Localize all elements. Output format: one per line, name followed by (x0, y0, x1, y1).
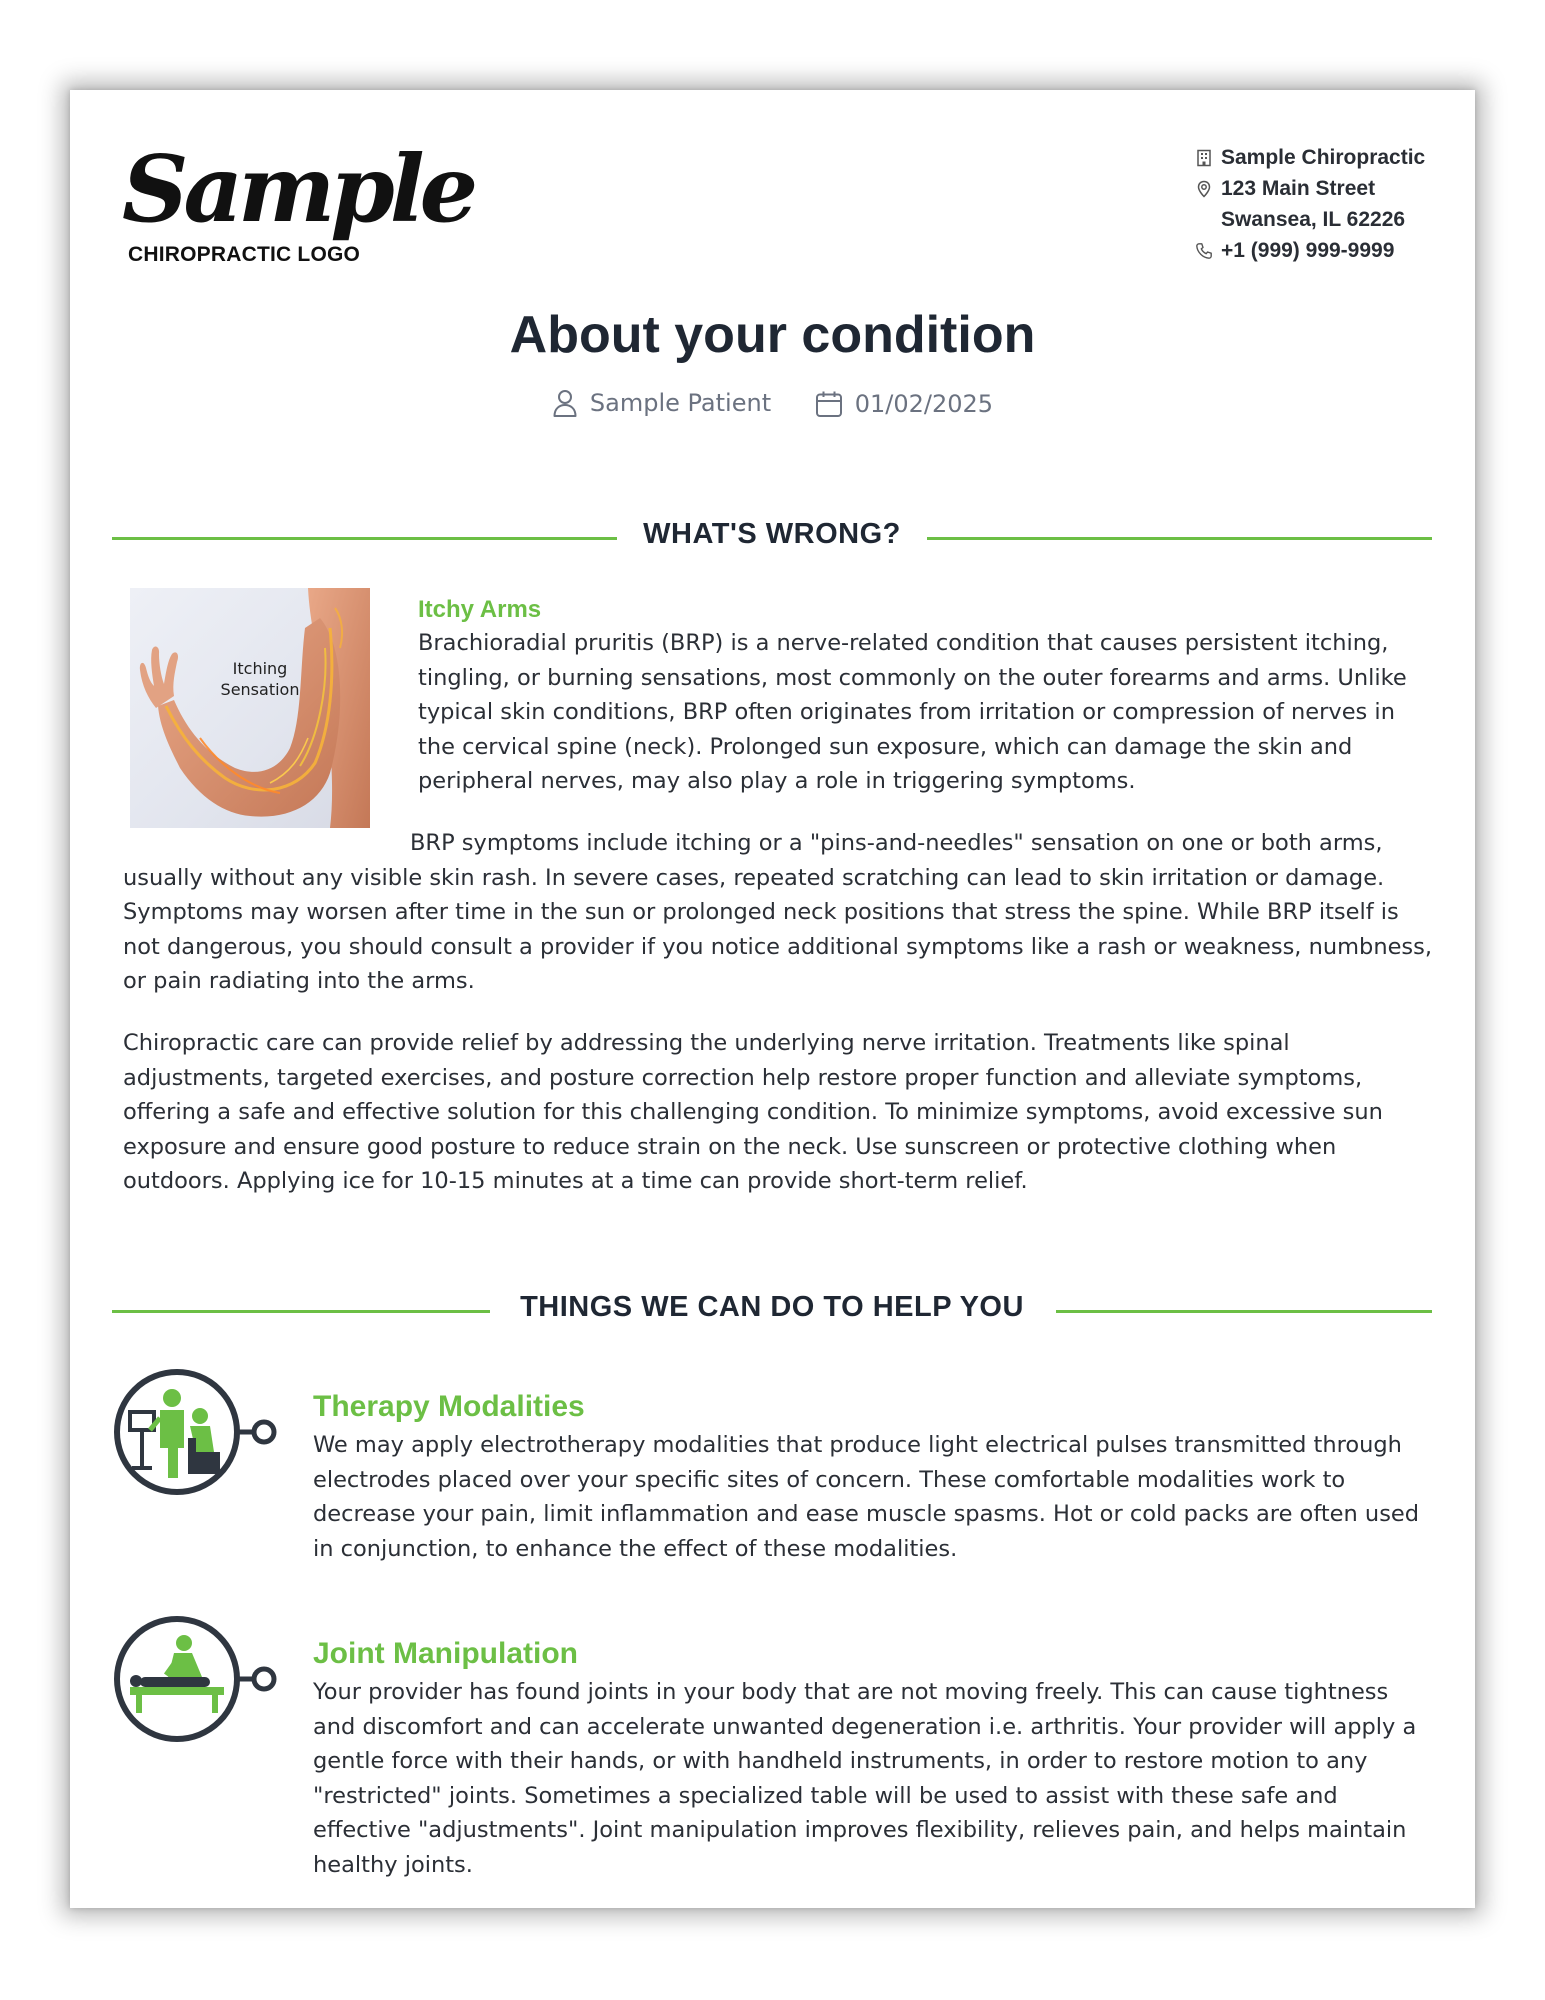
section-heading: WHAT'S WRONG? (623, 518, 921, 550)
section-whats-wrong-header (112, 518, 1432, 558)
patient-meta (70, 388, 1475, 424)
arm-illustration (130, 588, 370, 828)
service-title: Therapy Modalities (313, 1390, 585, 1423)
visit-date: 01/02/2025 (854, 390, 994, 418)
page-title: About your condition (509, 306, 1036, 364)
image-label: Itching Sensation (220, 659, 300, 699)
contact-block (1195, 142, 1425, 266)
clinic-logo (122, 135, 474, 275)
contact-address-row (1195, 173, 1425, 204)
clinic-street: 123 Main Street (1221, 177, 1376, 200)
section-heading: THINGS WE CAN DO TO HELP YOU (500, 1291, 1044, 1323)
logo-subtitle: CHIROPRACTIC LOGO (128, 243, 361, 266)
joint-manipulation-icon (112, 1615, 280, 1745)
date-info (815, 390, 993, 418)
building-icon (1195, 149, 1213, 167)
condition-paragraph-1: Brachioradial pruritis (BRP) is a nerve-related condition that causes persistent itching, tingling, or burning sensations, most commonly on the outer forearms and arms. Unlike typical skin conditions, BRP often originates from irritation or compression of nerves in the cervical spine (neck). Prolonged sun exposure, which can damage the skin and peripheral nerves, may also play a role in triggering symptoms. (418, 630, 1407, 794)
clinic-phone: +1 (999) 999-9999 (1221, 239, 1395, 262)
clinic-city: Swansea, IL 62226 (1221, 208, 1406, 231)
patient-info (552, 388, 771, 418)
document-page (70, 90, 1475, 1908)
contact-phone-row (1195, 235, 1425, 266)
calendar-icon (815, 390, 843, 418)
service-description: We may apply electrotherapy modalities that produce light electrical pulses transmitted through electrodes placed over your specific sites of concern. These comfortable modalities work to decrease your pain, limit inflammation and ease muscle spasms. Hot or cold packs are often used in conjunction, to enhance the effect of these modalities. (313, 1432, 1420, 1562)
user-icon (552, 388, 578, 418)
phone-icon (1195, 242, 1213, 260)
contact-name-row (1195, 142, 1425, 173)
logo-script-text: Sample (122, 135, 474, 243)
service-title: Joint Manipulation (313, 1637, 578, 1670)
patient-name: Sample Patient (589, 389, 772, 417)
section-help-header (112, 1291, 1432, 1331)
clinic-name: Sample Chiropractic (1221, 146, 1426, 169)
condition-title: Itchy Arms (418, 596, 542, 623)
condition-paragraph-2: BRP symptoms include itching or a "pins-and-needles" sensation on one or both arms, usually without any visible skin rash. In severe cases, repeated scratching can lead to skin irritation or damage. Symptoms may worsen after time in the sun or prolonged neck positions that stress the spine. While BRP itself is not dangerous, you should consult a provider if you notice additional symptoms like a rash or weakness, numbness, or pain radiating into the arms. (123, 830, 1433, 994)
contact-city-row (1195, 204, 1425, 235)
location-pin-icon (1195, 180, 1213, 198)
service-description: Your provider has found joints in your body that are not moving freely. This can cause tightness and discomfort and can accelerate unwanted degeneration i.e. arthritis. Your provider will apply a gentle force with their hands, or with handheld instruments, in order to restore motion to any "restricted" joints. Sometimes a specialized table will be used to assist with these safe and effective "adjustments". Joint manipulation improves flexibility, relieves pain, and helps maintain healthy joints. (313, 1679, 1417, 1878)
therapy-modalities-icon (112, 1368, 280, 1498)
condition-image (130, 588, 370, 828)
condition-paragraph-3: Chiropractic care can provide relief by addressing the underlying nerve irritation. Treatments like spinal adjustments, targeted exercises, and posture correction help restore proper function and alleviate symptoms, offering a safe and effective solution for this challenging condition. To minimize symptoms, avoid excessive sun exposure and ensure good posture to reduce strain on the neck. Use sunscreen or protective clothing when outdoors. Applying ice for 10-15 minutes at a time can provide short-term relief. (123, 1030, 1383, 1194)
